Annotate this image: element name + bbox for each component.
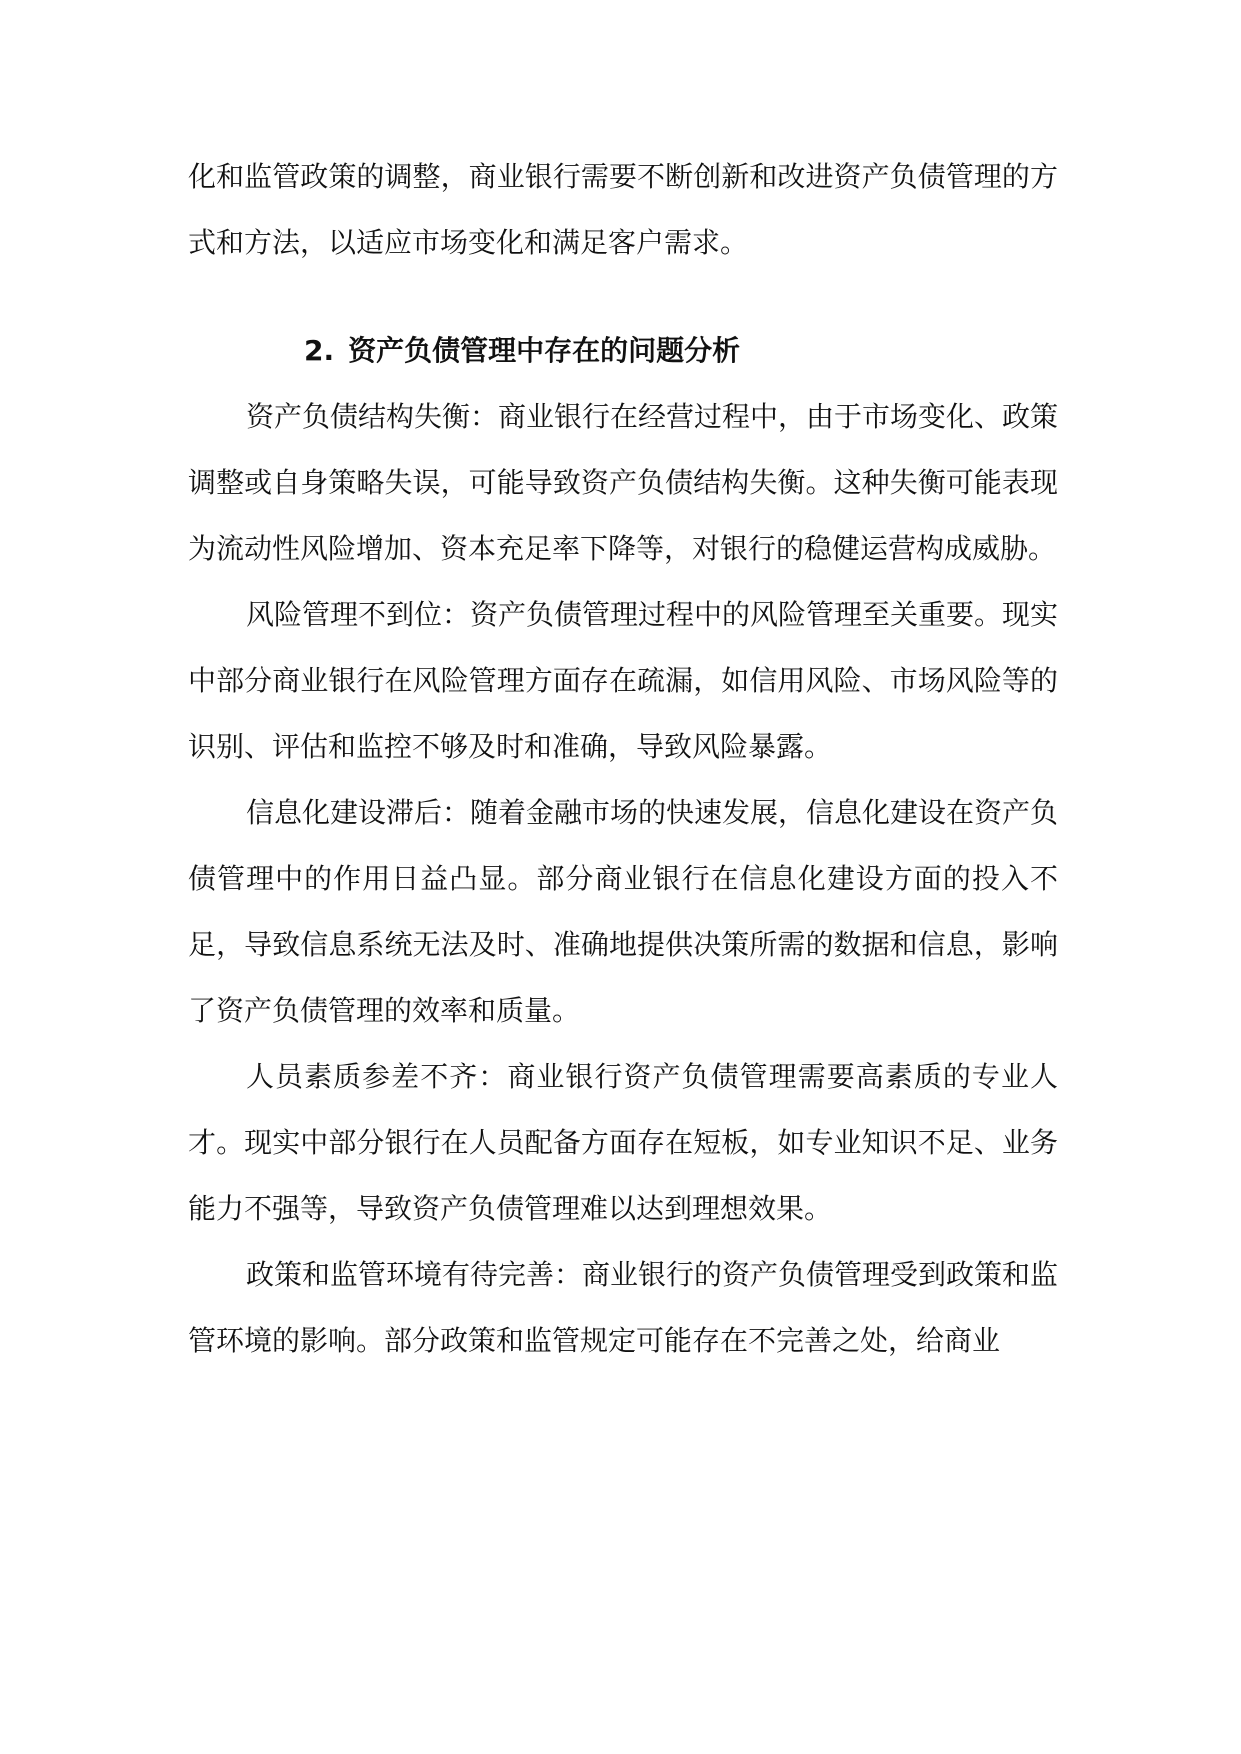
document-body <box>188 144 1058 1374</box>
section-number: 2. <box>304 334 335 367</box>
paragraph-structure-imbalance: 资产负债结构失衡：商业银行在经营过程中，由于市场变化、政策调整或自身策略失误，可能导致资产负债结构失衡。这种失衡可能表现为流动性风险增加、资本充足率下降等，对银行的稳健运营构成威胁。 <box>188 400 1059 565</box>
continuation-paragraph: 化和监管政策的调整，商业银行需要不断创新和改进资产负债管理的方式和方法，以适应市场变化和满足客户需求。 <box>188 160 1058 259</box>
paragraph-personnel-quality: 人员素质参差不齐：商业银行资产负债管理需要高素质的专业人才。现实中部分银行在人员配备方面存在短板，如专业知识不足、业务能力不强等，导致资产负债管理难以达到理想效果。 <box>188 1060 1058 1225</box>
section-title: 资产负债管理中存在的问题分析 <box>348 334 741 367</box>
paragraph-policy-environment: 政策和监管环境有待完善：商业银行的资产负债管理受到政策和监管环境的影响。部分政策和监管规定可能存在不完善之处，给商业 <box>188 1258 1059 1357</box>
paragraph-risk-management: 风险管理不到位：资产负债管理过程中的风险管理至关重要。现实中部分商业银行在风险管理方面存在疏漏，如信用风险、市场风险等的识别、评估和监控不够及时和准确，导致风险暴露。 <box>188 598 1059 763</box>
paragraph-information-technology: 信息化建设滞后：随着金融市场的快速发展，信息化建设在资产负债管理中的作用日益凸显。部分商业银行在信息化建设方面的投入不足，导致信息系统无法及时、准确地提供决策所需的数据和信息，影响了资产负债管理的效率和质量。 <box>188 796 1059 1027</box>
section-heading <box>188 318 1058 384</box>
